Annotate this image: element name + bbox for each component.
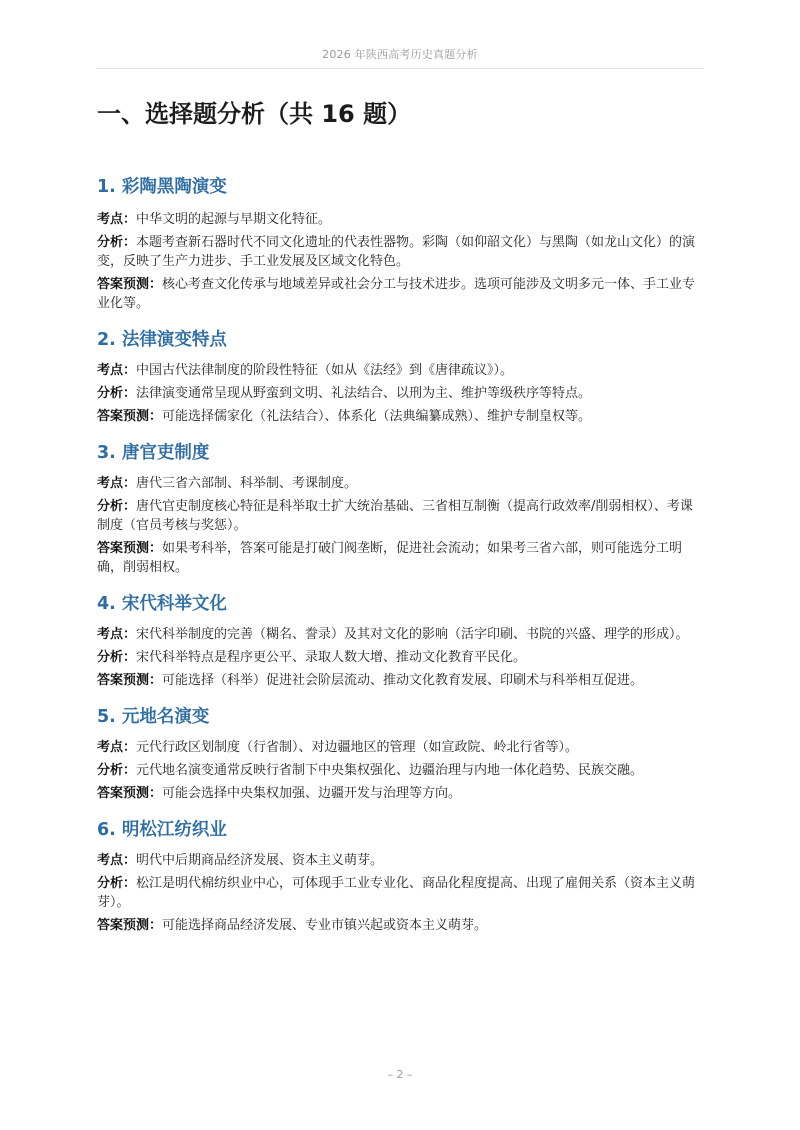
kaodian-text: 明代中后期商品经济发展、资本主义萌芽。 <box>136 853 384 868</box>
fenxi-text: 松江是明代棉纺织业中心，可体现手工业专业化、商品化程度提高、出现了雇佣关系（资本主义萌芽）。 <box>97 876 696 910</box>
yuce-label: 答案预测： <box>97 673 163 688</box>
kaodian-text: 宋代科举制度的完善（糊名、誊录）及其对文化的影响（活字印刷、书院的兴盛、理学的形成）。 <box>136 627 689 642</box>
fenxi-row <box>97 648 703 667</box>
question-title: 2. 法律演变特点 <box>97 330 227 350</box>
kaodian-label: 考点： <box>97 363 137 378</box>
kaodian-text: 唐代三省六部制、科举制、考课制度。 <box>136 476 358 491</box>
kaodian-label: 考点： <box>97 476 137 491</box>
yuce-label: 答案预测： <box>97 918 163 933</box>
question-item <box>97 327 703 426</box>
fenxi-text: 宋代科举特点是程序更公平、录取人数大增、推动文化教育平民化。 <box>136 650 527 665</box>
question-title: 3. 唐官吏制度 <box>97 443 210 463</box>
kaodian-row <box>97 361 703 380</box>
kaodian-row <box>97 474 703 493</box>
yuce-row <box>97 784 703 803</box>
yuce-text: 核心考查文化传承与地域差异或社会分工与技术进步。选项可能涉及文明多元一体、手工业专业化等。 <box>97 277 696 311</box>
kaodian-row <box>97 738 703 757</box>
section-title: 一、选择题分析（共 16 题） <box>97 100 412 128</box>
yuce-text: 如果考科举，答案可能是打破门阀垄断，促进社会流动；如果考三省六部，则可能选分工明确，削弱相权。 <box>97 541 683 575</box>
yuce-text: 可能选择儒家化（礼法结合）、体系化（法典编纂成熟）、维护专制皇权等。 <box>162 409 592 424</box>
fenxi-text: 本题考查新石器时代不同文化遗址的代表性器物。彩陶（如仰韶文化）与黑陶（如龙山文化）的演变，反映了生产力进步、手工业发展及区域文化特色。 <box>97 235 696 269</box>
yuce-row <box>97 671 703 690</box>
kaodian-label: 考点： <box>97 853 137 868</box>
kaodian-row <box>97 851 703 870</box>
header-divider <box>97 68 703 69</box>
yuce-row <box>97 407 703 426</box>
yuce-text: 可能会选择中央集权加强、边疆开发与治理等方向。 <box>162 786 462 801</box>
fenxi-label: 分析： <box>97 499 137 514</box>
question-item <box>97 174 703 313</box>
kaodian-row <box>97 210 703 229</box>
fenxi-label: 分析： <box>97 763 137 778</box>
yuce-label: 答案预测： <box>97 409 163 424</box>
fenxi-text: 元代地名演变通常反映行省制下中央集权强化、边疆治理与内地一体化趋势、民族交融。 <box>136 763 644 778</box>
running-header: 2026 年陕西高考历史真题分析 <box>322 48 478 61</box>
fenxi-row <box>97 497 703 535</box>
yuce-label: 答案预测： <box>97 277 163 292</box>
question-title: 5. 元地名演变 <box>97 707 210 727</box>
yuce-text: 可能选择商品经济发展、专业市镇兴起或资本主义萌芽。 <box>162 918 488 933</box>
page-content <box>97 96 703 935</box>
kaodian-text: 中国古代法律制度的阶段性特征（如从《法经》到《唐律疏议》）。 <box>136 363 514 378</box>
question-item <box>97 591 703 690</box>
fenxi-text: 法律演变通常呈现从野蛮到文明、礼法结合、以刑为主、维护等级秩序等特点。 <box>136 386 592 401</box>
question-item <box>97 817 703 935</box>
question-title: 1. 彩陶黑陶演变 <box>97 177 227 197</box>
yuce-label: 答案预测： <box>97 541 163 556</box>
kaodian-text: 元代行政区划制度（行省制）、对边疆地区的管理（如宣政院、岭北行省等）。 <box>136 740 579 755</box>
yuce-row <box>97 539 703 577</box>
yuce-row <box>97 275 703 313</box>
yuce-label: 答案预测： <box>97 786 163 801</box>
fenxi-label: 分析： <box>97 386 137 401</box>
fenxi-text: 唐代官吏制度核心特征是科举取士扩大统治基础、三省相互制衡（提高行政效率/削弱相权）、考课制度（官员考核与奖惩）。 <box>97 499 693 533</box>
fenxi-row <box>97 233 703 271</box>
kaodian-label: 考点： <box>97 627 137 642</box>
yuce-text: 可能选择（科举）促进社会阶层流动、推动文化教育发展、印刷术与科举相互促进。 <box>162 673 644 688</box>
fenxi-label: 分析： <box>97 876 137 891</box>
question-item <box>97 440 703 577</box>
kaodian-label: 考点： <box>97 212 137 227</box>
question-title: 6. 明松江纺织业 <box>97 820 227 840</box>
kaodian-row <box>97 625 703 644</box>
fenxi-label: 分析： <box>97 650 137 665</box>
kaodian-text: 中华文明的起源与早期文化特征。 <box>136 212 332 227</box>
fenxi-row <box>97 761 703 780</box>
page-number: – 2 – <box>387 1068 413 1081</box>
kaodian-label: 考点： <box>97 740 137 755</box>
question-item <box>97 704 703 803</box>
fenxi-row <box>97 874 703 912</box>
fenxi-label: 分析： <box>97 235 137 250</box>
question-title: 4. 宋代科举文化 <box>97 594 227 614</box>
yuce-row <box>97 916 703 935</box>
fenxi-row <box>97 384 703 403</box>
